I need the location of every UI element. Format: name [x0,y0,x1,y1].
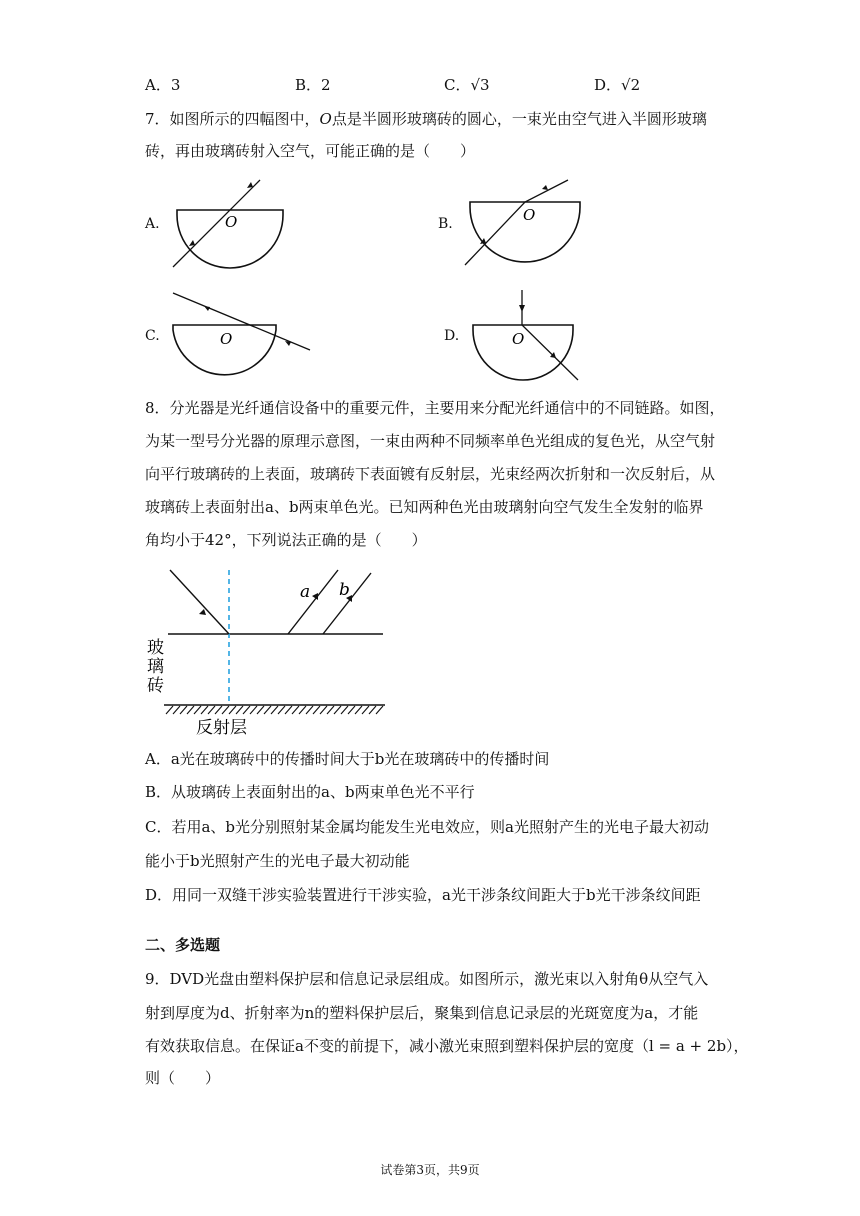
center-o: O [523,206,536,224]
page-footer: 试卷第3页，共9页 [380,1163,480,1177]
splitter-diagram [140,565,400,740]
center-o: O [512,330,525,348]
q9-stem-line2: 射到厚度为d、折射率为n的塑料保护层后，聚集到信息记录层的光斑宽度为a，才能 [145,1004,699,1022]
fig-a-label: A. [145,216,160,232]
fig-c-diagram [168,290,318,380]
q6-option-b [295,74,331,95]
q9-stem-line1: 9．DVD光盘由塑料保护层和信息记录层组成。如图所示，激光束以入射角θ从空气入 [145,970,709,988]
q8-stem-line1: 8．分光器是光纤通信设备中的重要元件，主要用来分配光纤通信中的不同链路。如图， [145,399,725,417]
q7-text: 7．如图所示的四幅图中， [145,110,320,128]
fig-c-label: C. [145,328,160,344]
q9-stem-line4: 则（ ） [145,1069,221,1087]
option-label: D． [594,76,622,94]
q7-stem-line1 [145,109,707,129]
center-o: O [225,213,238,231]
point-o: O [319,110,332,128]
q7-text: 点是半圆形玻璃砖的圆心，一束光由空气进入半圆形玻璃 [331,110,707,128]
q9-stem-line3: 有效获取信息。在保证a不变的前提下，减小激光束照到塑料保护层的宽度（l = a + 2b）， [145,1037,749,1055]
q6-option-d [594,74,640,95]
option-value: 3 [170,76,181,94]
q8-stem-line2: 为某一型号分光器的原理示意图，一束由两种不同频率单色光组成的复色光，从空气射 [145,432,716,450]
fig-a-diagram [165,175,295,275]
option-value: √2 [621,76,641,94]
section-heading: 二、多选题 [145,936,221,954]
option-label: C． [444,76,471,94]
option-label: B． [295,76,322,94]
q8-stem-line4: 玻璃砖上表面射出a、b两束单色光。已知两种色光由玻璃射向空气发生全发射的临界 [145,498,704,516]
q7-stem-line2: 砖，再由玻璃砖射入空气，可能正确的是（ ） [145,142,476,160]
glass-label-1: 玻 [147,638,164,658]
fig-d-label: D. [444,328,460,344]
fig-d-diagram [470,288,590,388]
q6-option-c [444,74,490,95]
q8-stem-line3: 向平行玻璃砖的上表面，玻璃砖下表面镀有反射层，光束经两次折射和一次反射后，从 [145,465,716,483]
q8-option-d: D．用同一双缝干涉实验装置进行干涉实验，a光干涉条纹间距大于b光干涉条纹间距 [145,886,701,904]
option-value: √3 [470,76,490,94]
fig-b-diagram [460,175,590,275]
q6-option-a [145,74,180,95]
center-o: O [220,330,233,348]
fig-b-label: B. [438,216,453,232]
q8-option-c-line1: C．若用a、b光分别照射某金属均能发生光电效应，则a光照射产生的光电子最大初动 [145,818,709,836]
q8-stem-line5: 角均小于42°，下列说法正确的是（ ） [145,531,427,549]
option-value: 2 [321,76,331,94]
q8-option-c-line2: 能小于b光照射产生的光电子最大初动能 [145,852,410,870]
reflect-layer-label: 反射层 [196,718,247,738]
q8-option-b: B．从玻璃砖上表面射出的a、b两束单色光不平行 [145,783,475,801]
glass-label-3: 砖 [147,676,164,696]
glass-label-2: 璃 [147,657,164,677]
q8-option-a: A．a光在玻璃砖中的传播时间大于b光在玻璃砖中的传播时间 [145,750,550,768]
ray-b-label: b [339,580,350,600]
option-label: A． [145,76,171,94]
ray-a-label: a [300,582,311,602]
